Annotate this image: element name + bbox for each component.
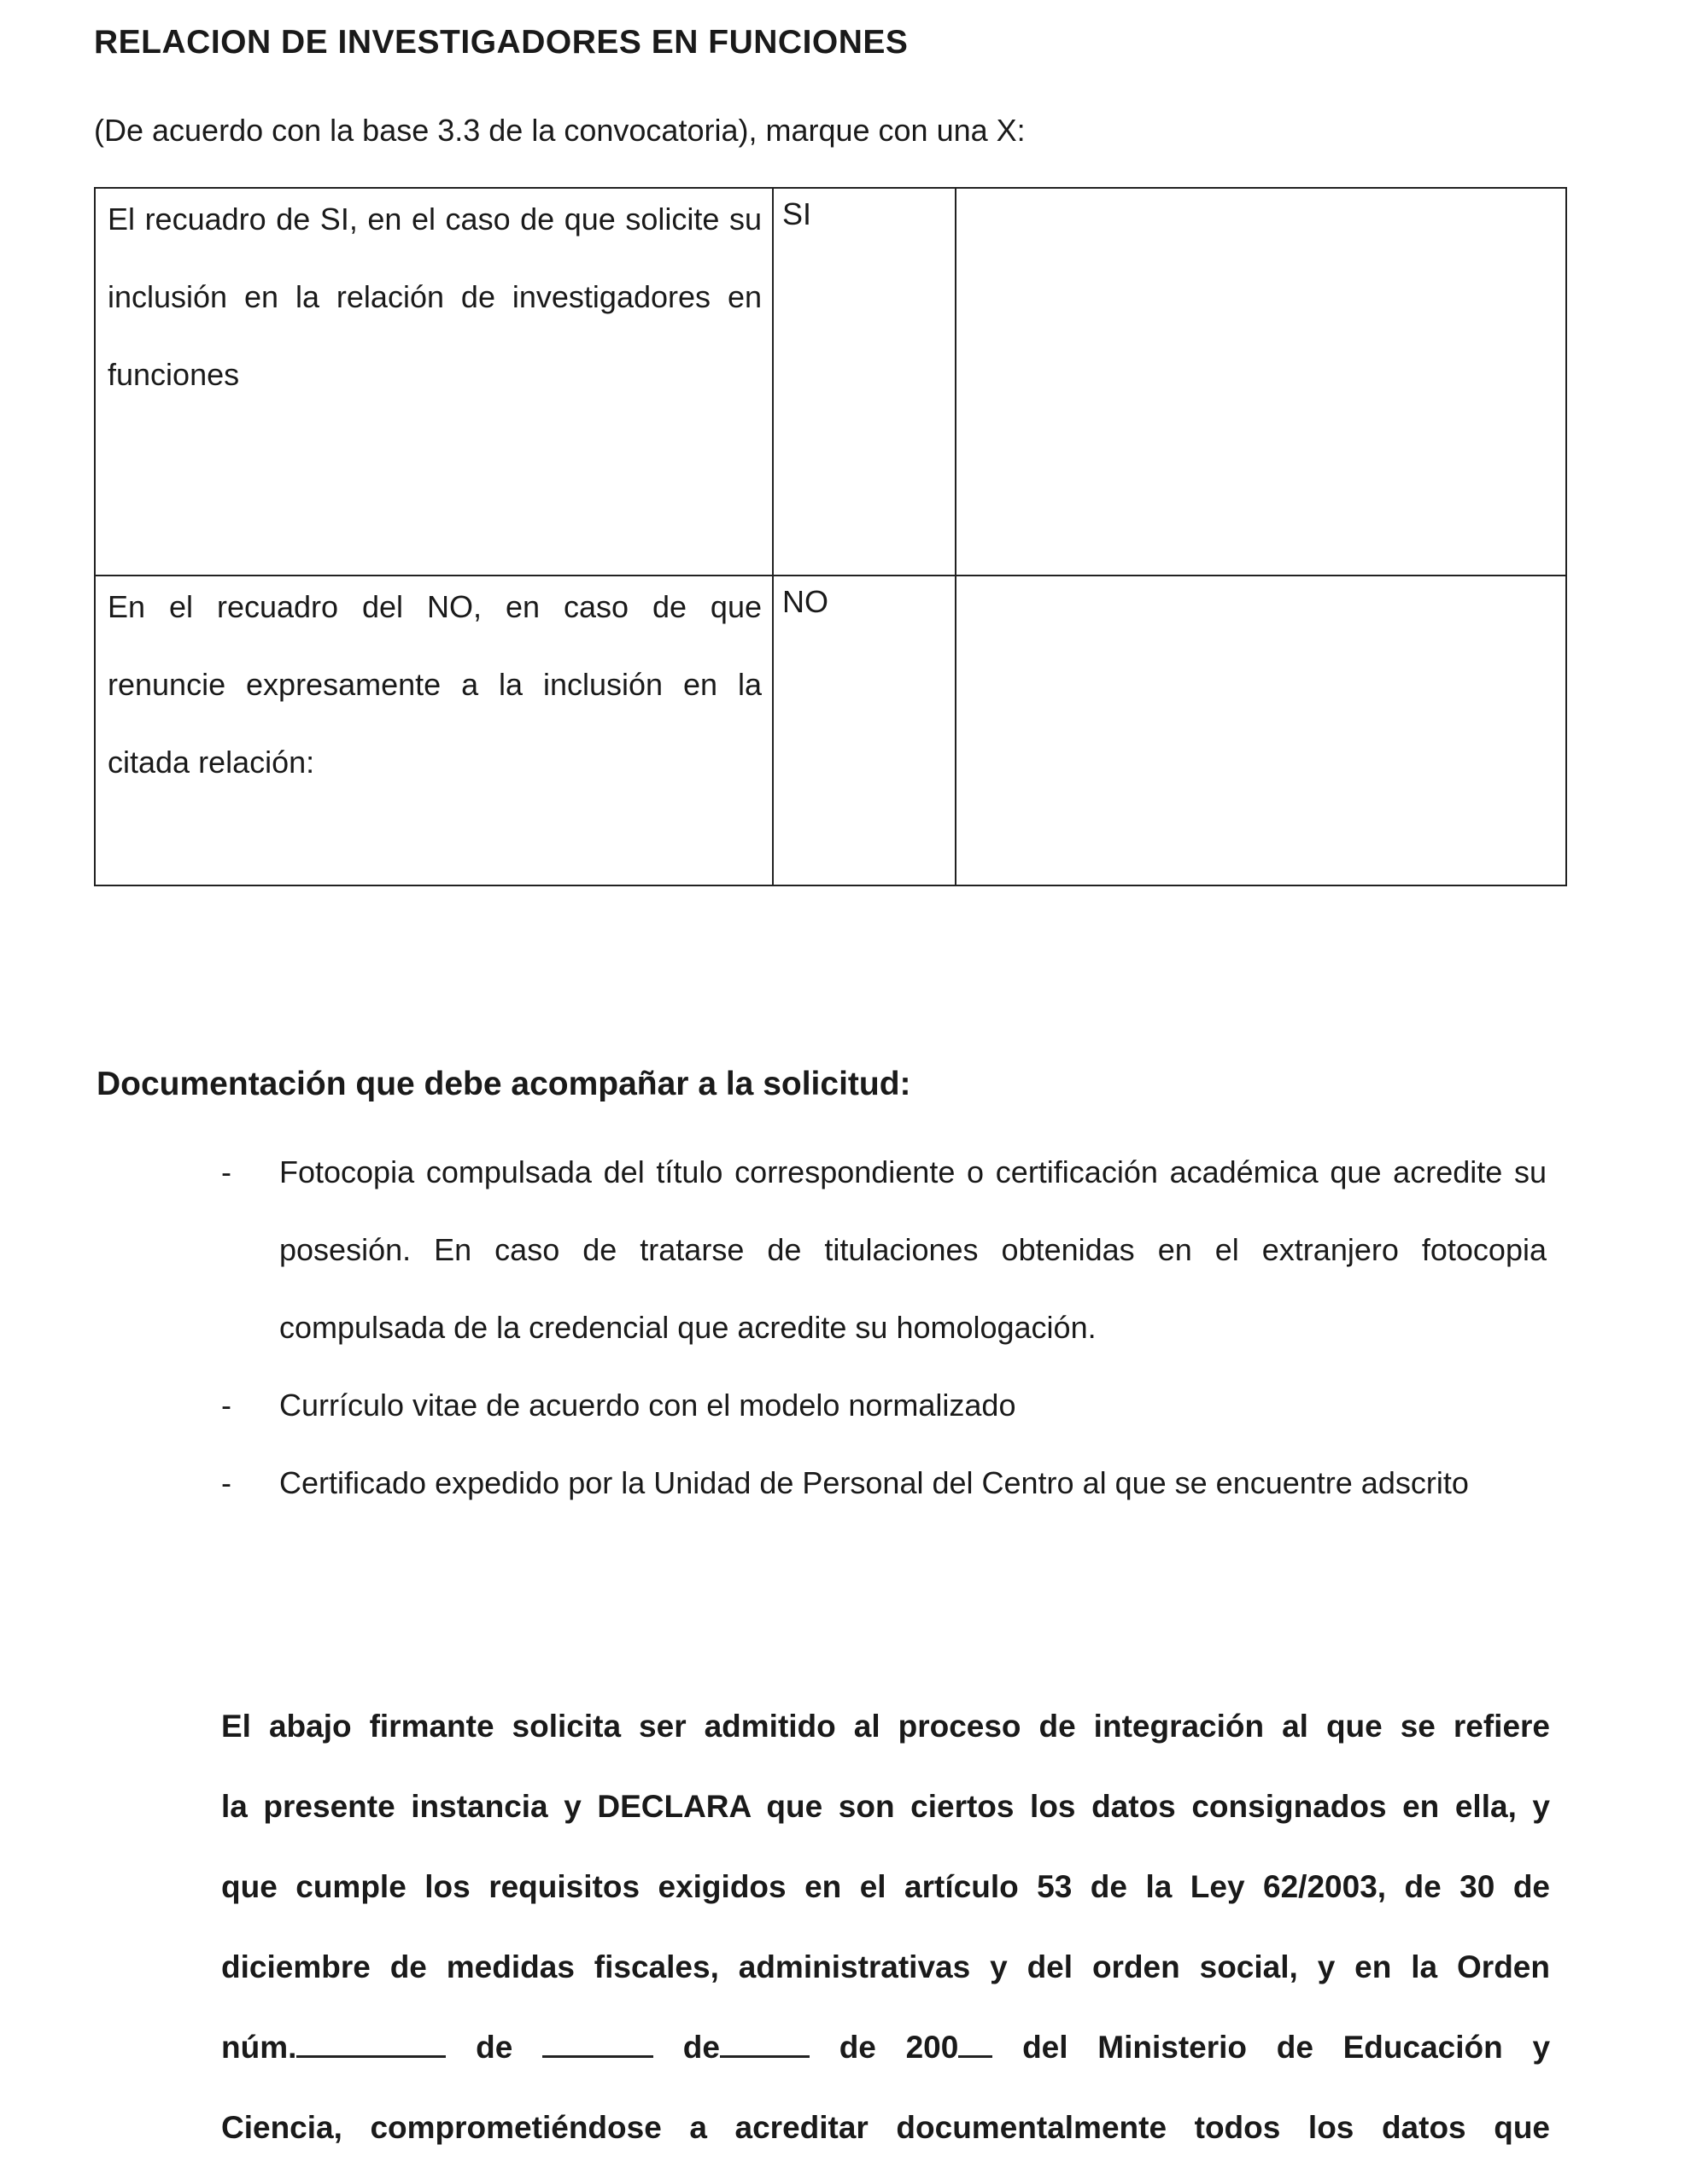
list-item-text: Fotocopia compulsada del título correspondiente o certificación académica que acredite su posesión. En caso de tratarse de titulaciones obtenidas en el extranjero fotocopia compulsada de la credencial que acredite su homologación. bbox=[279, 1154, 1547, 1345]
declaration-line: la presente instancia y DECLARA que son ciertos los datos consignados en ella, y bbox=[221, 1789, 1550, 1824]
table-divider bbox=[772, 189, 774, 885]
order-day-blank[interactable] bbox=[542, 2031, 653, 2058]
order-year-blank[interactable] bbox=[958, 2031, 992, 2058]
order-line bbox=[221, 2007, 1550, 2088]
no-label: NO bbox=[782, 584, 828, 619]
bullet-dash: - bbox=[221, 1465, 231, 1500]
order-number-blank[interactable] bbox=[296, 2031, 446, 2058]
declaration-line: que cumple los requisitos exigidos en el artículo 53 de la Ley 62/2003, de 30 de bbox=[221, 1869, 1550, 1904]
de-label: de bbox=[476, 2030, 513, 2065]
si-checkbox[interactable] bbox=[956, 189, 1565, 573]
documentation-heading: Documentación que debe acompañar a la solicitud: bbox=[97, 1066, 911, 1102]
order-month-blank[interactable] bbox=[720, 2031, 810, 2058]
declaration-paragraph bbox=[221, 1686, 1550, 2168]
list-item bbox=[221, 1366, 1547, 1444]
bullet-dash: - bbox=[221, 1154, 231, 1189]
list-item-text: Certificado expedido por la Unidad de Personal del Centro al que se encuentre adscrito bbox=[279, 1465, 1469, 1500]
bullet-dash: - bbox=[221, 1388, 231, 1423]
list-item-text: Currículo vitae de acuerdo con el modelo normalizado bbox=[279, 1388, 1016, 1423]
selection-table bbox=[94, 187, 1567, 886]
de-label: de bbox=[682, 2030, 720, 2065]
declaration-line: diciembre de medidas fiscales, administrativas y del orden social, y en la Orden bbox=[221, 1949, 1550, 1984]
ministry-text: del Ministerio de Educación y bbox=[1022, 2030, 1551, 2065]
year-label: de 200 bbox=[839, 2030, 959, 2065]
declaration-line: Ciencia, comprometiéndose a acreditar documentalmente todos los datos que bbox=[221, 2110, 1550, 2145]
page-title: RELACION DE INVESTIGADORES EN FUNCIONES bbox=[94, 24, 909, 61]
num-label: núm. bbox=[221, 2030, 297, 2065]
instructions: (De acuerdo con la base 3.3 de la convocatoria), marque con una X: bbox=[94, 113, 1026, 148]
list-item bbox=[221, 1133, 1547, 1366]
si-label: SI bbox=[782, 196, 812, 231]
no-description: En el recuadro del NO, en caso de que renuncie expresamente a la inclusión en la citada relación: bbox=[108, 589, 762, 780]
no-checkbox[interactable] bbox=[956, 576, 1565, 885]
list-item bbox=[221, 1444, 1547, 1522]
declaration-line: El abajo firmante solicita ser admitido al proceso de integración al que se refiere bbox=[221, 1709, 1550, 1744]
si-description: El recuadro de SI, en el caso de que solicite su inclusión en la relación de investigadores en funciones bbox=[108, 202, 762, 392]
